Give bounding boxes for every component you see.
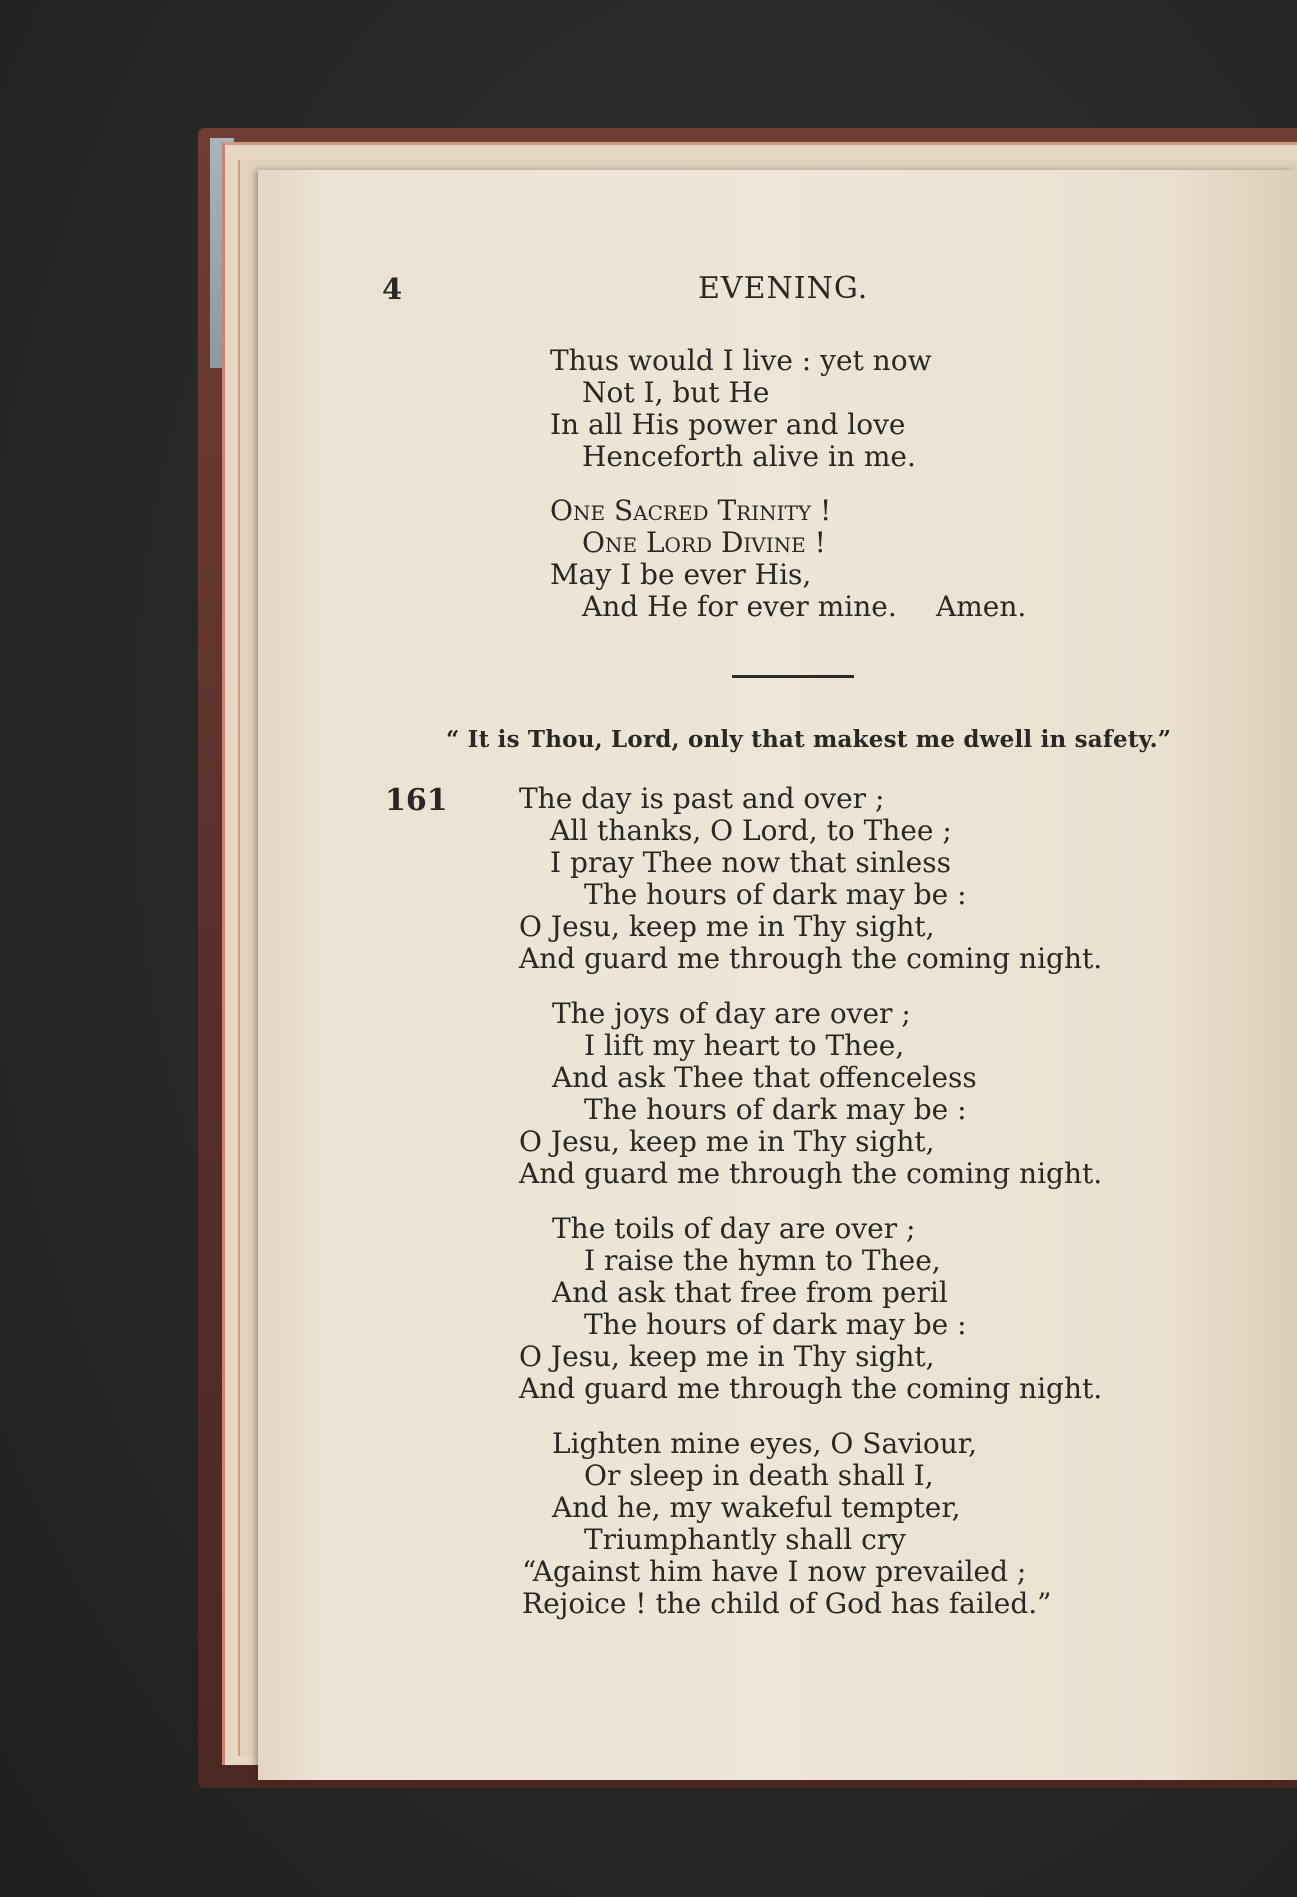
verse-line: And he, my wakeful tempter, bbox=[552, 1491, 961, 1524]
verse-line: And guard me through the coming night. bbox=[519, 942, 1103, 975]
verse-line: Triumphantly shall cry bbox=[584, 1523, 906, 1556]
verse-line: In all His power and love bbox=[550, 408, 906, 441]
verse-line: O Jesu, keep me in Thy sight, bbox=[519, 1125, 935, 1158]
page-number: 4 bbox=[382, 272, 403, 306]
epigraph: “ It is Thou, Lord, only that makest me dwell in safety.” bbox=[446, 726, 1172, 753]
verse-line: And He for ever mine. bbox=[582, 590, 897, 623]
verse-line: O Jesu, keep me in Thy sight, bbox=[519, 1340, 935, 1373]
running-title: EVENING. bbox=[698, 271, 869, 306]
verse-line: May I be ever His, bbox=[550, 558, 812, 591]
verse-line: And guard me through the coming night. bbox=[519, 1372, 1103, 1405]
verse-line: Not I, but He bbox=[582, 376, 770, 409]
verse-line: Lighten mine eyes, O Saviour, bbox=[552, 1427, 978, 1460]
verse-line: The joys of day are over ; bbox=[552, 997, 911, 1030]
verse-line: The hours of dark may be : bbox=[584, 1093, 967, 1126]
verse-line: Or sleep in death shall I, bbox=[584, 1459, 934, 1492]
verse-line: “Against him have I now prevailed ; bbox=[522, 1555, 1027, 1588]
verse-line: And ask that free from peril bbox=[552, 1276, 948, 1309]
verse-line: The hours of dark may be : bbox=[584, 1308, 967, 1341]
verse-line: O Jesu, keep me in Thy sight, bbox=[519, 910, 935, 943]
verse-line: One Sacred Trinity ! bbox=[550, 494, 832, 527]
verse-line: And guard me through the coming night. bbox=[519, 1157, 1103, 1190]
verse-line: The hours of dark may be : bbox=[584, 878, 967, 911]
verse-line: All thanks, O Lord, to Thee ; bbox=[550, 814, 952, 847]
verse-line: I lift my heart to Thee, bbox=[584, 1029, 905, 1062]
section-divider bbox=[732, 675, 854, 678]
amen: Amen. bbox=[936, 590, 1027, 623]
verse-line: The toils of day are over ; bbox=[552, 1212, 916, 1245]
verse-line: One Lord Divine ! bbox=[582, 526, 826, 559]
verse-line: And ask Thee that offenceless bbox=[552, 1061, 977, 1094]
verse-line: Thus would I live : yet now bbox=[550, 344, 932, 377]
verse-line: I pray Thee now that sinless bbox=[550, 846, 951, 879]
verse-line: Henceforth alive in me. bbox=[582, 440, 916, 473]
verse-line: The day is past and over ; bbox=[519, 782, 885, 815]
verse-line: Rejoice ! the child of God has failed.” bbox=[522, 1587, 1052, 1620]
hymn-number: 161 bbox=[385, 783, 448, 818]
verse-line: I raise the hymn to Thee, bbox=[584, 1244, 941, 1277]
